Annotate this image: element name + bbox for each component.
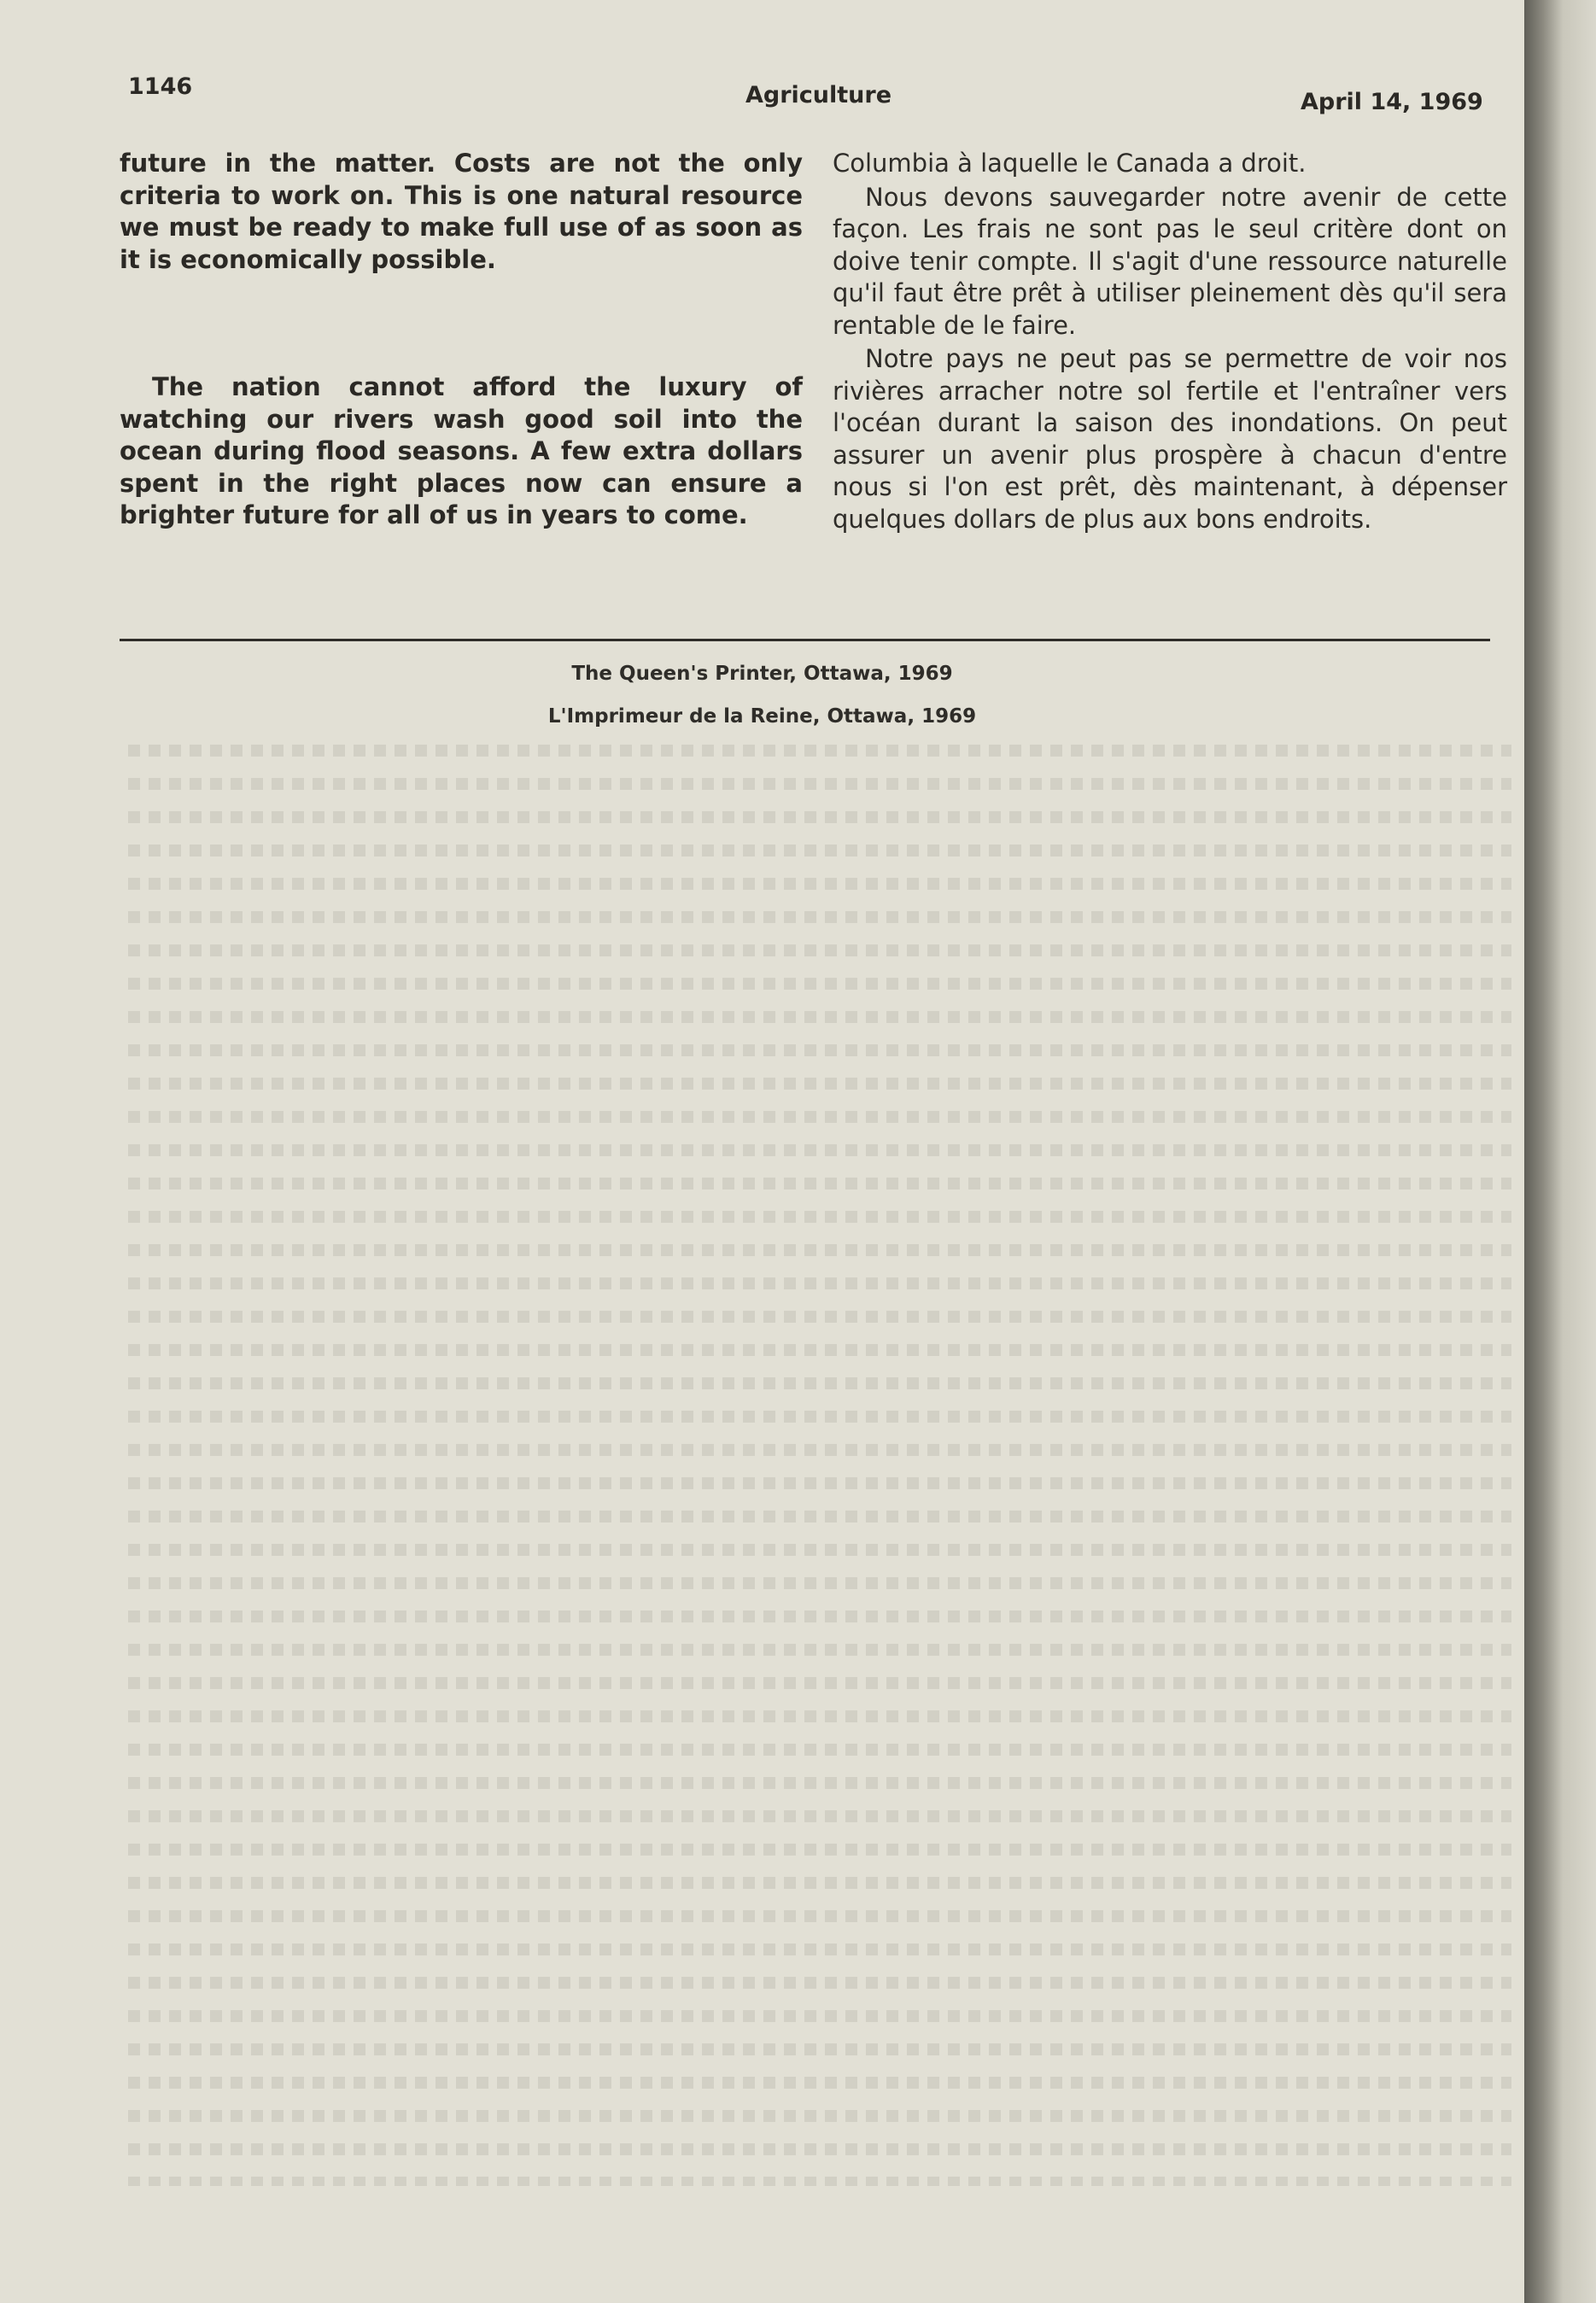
french-paragraph: Notre pays ne peut pas se permettre de voir nos rivières arracher notre sol fertile et l'entraîner vers l'océan durant la saison des inondations. On peut assurer un avenir plus prospère à chacun d'entre nous si l'on est prêt, dès maintenant, à dépenser quelques dollars de plus aux bons endroits. <box>833 344 1507 534</box>
french-paragraph: Nous devons sauvegarder notre avenir de cette façon. Les frais ne sont pas le seul critère dont on doive tenir compte. Il s'agit d'une ressource naturelle qu'il faut être prêt à utiliser pleinement dès qu'il sera rentable de le faire. <box>833 182 1507 340</box>
page-header <box>0 73 1524 115</box>
printer-imprint-french: L'Imprimeur de la Reine, Ottawa, 1969 <box>547 705 977 728</box>
bleed-through-text <box>128 734 1511 2186</box>
english-paragraph: future in the matter. Costs are not the only criteria to work on. This is one natural resource we must be ready to make full use of as soon as it is economically possible. <box>120 149 803 274</box>
french-paragraph: Columbia à laquelle le Canada a droit. <box>833 149 1307 178</box>
header-date: April 14, 1969 <box>1301 89 1483 115</box>
printer-imprint-english: The Queen's Printer, Ottawa, 1969 <box>571 663 953 685</box>
french-column <box>833 148 1507 535</box>
english-column <box>120 148 803 532</box>
page-number: 1146 <box>128 73 193 100</box>
divider-rule <box>120 639 1490 641</box>
page-binding-edge <box>1524 0 1596 2303</box>
english-paragraph: The nation cannot afford the luxury of watching our rivers wash good soil into the ocean during flood seasons. A few extra dollars spent in the right places now can ensure a brighter future for all of us in years to come. <box>120 372 803 529</box>
section-title: Agriculture <box>745 82 892 108</box>
